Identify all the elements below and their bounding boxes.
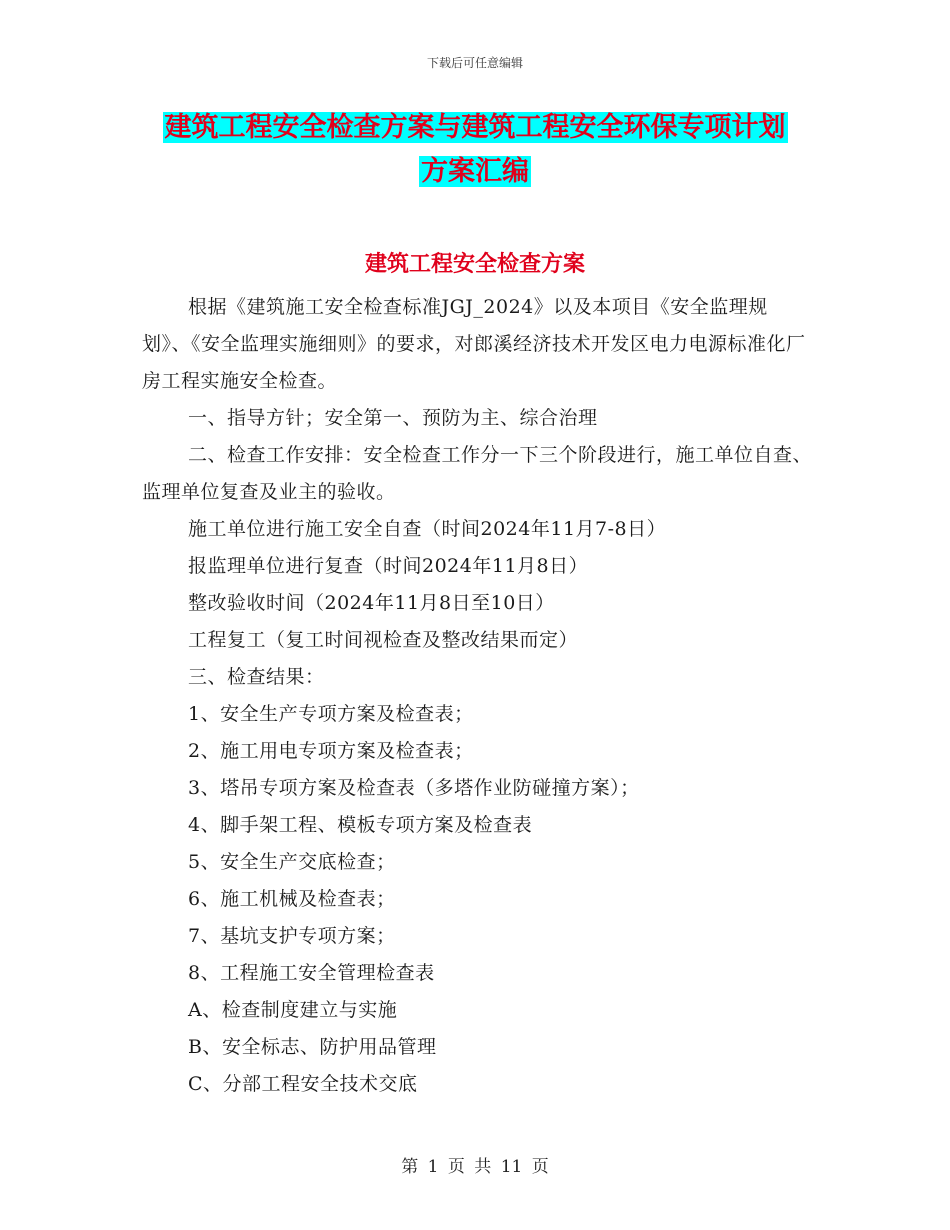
title-line-1-text: 建筑工程安全检查方案与建筑工程安全环保专项计划: [164, 112, 786, 143]
title-line-2-text: 方案汇编: [421, 156, 529, 187]
result-list-item: 3、塔吊专项方案及检查表（多塔作业防碰撞方案）；: [188, 777, 640, 799]
result-list-item: 8、工程施工安全管理检查表: [188, 962, 435, 984]
document-title-line-2: [0, 150, 950, 194]
result-list-item: 5、安全生产交底检查；: [188, 851, 396, 873]
document-title-line-1: [0, 106, 950, 150]
result-list-item: 2、施工用电专项方案及检查表；: [188, 740, 474, 762]
intro-paragraph: 根据《建筑施工安全检查标准JGJ_2024》以及本项目《安全监理规划》、《安全监理实施细则》的要求，对郎溪经济技术开发区电力电源标准化厂房工程实施安全检查。: [142, 296, 806, 392]
section-heading: 建筑工程安全检查方案: [364, 251, 585, 277]
arrangement-paragraph: 二、检查工作安排：安全检查工作分一下三个阶段进行，施工单位自查、监理单位复查及业主的验收。: [142, 444, 813, 503]
schedule-item: 报监理单位进行复查（时间2024年11月8日）: [188, 555, 589, 577]
result-list-item: 6、施工机械及检查表；: [188, 888, 396, 910]
result-list-item: 4、脚手架工程、模板专项方案及检查表: [188, 814, 533, 836]
result-subitem: B、安全标志、防护用品管理: [188, 1036, 437, 1058]
schedule-item: 整改验收时间（2024年11月8日至10日）: [188, 592, 555, 614]
schedule-item: 工程复工（复工时间视检查及整改结果而定）: [188, 629, 579, 651]
schedule-item: 施工单位进行施工安全自查（时间2024年11月7-8日）: [188, 518, 667, 540]
page-footer: 第 1 页 共 11 页: [401, 1157, 549, 1177]
result-list-item: 7、基坑支护专项方案；: [188, 925, 396, 947]
result-subitem: C、分部工程安全技术交底: [188, 1073, 418, 1095]
results-heading: 三、检查结果：: [188, 666, 325, 688]
result-list-item: 1、安全生产专项方案及检查表；: [188, 703, 474, 725]
guideline-paragraph: 一、指导方针；安全第一、预防为主、综合治理: [188, 407, 598, 429]
document-body: [142, 289, 812, 1103]
header-note: 下载后可任意编辑: [426, 56, 523, 70]
result-subitem: A、检查制度建立与实施: [188, 999, 398, 1021]
